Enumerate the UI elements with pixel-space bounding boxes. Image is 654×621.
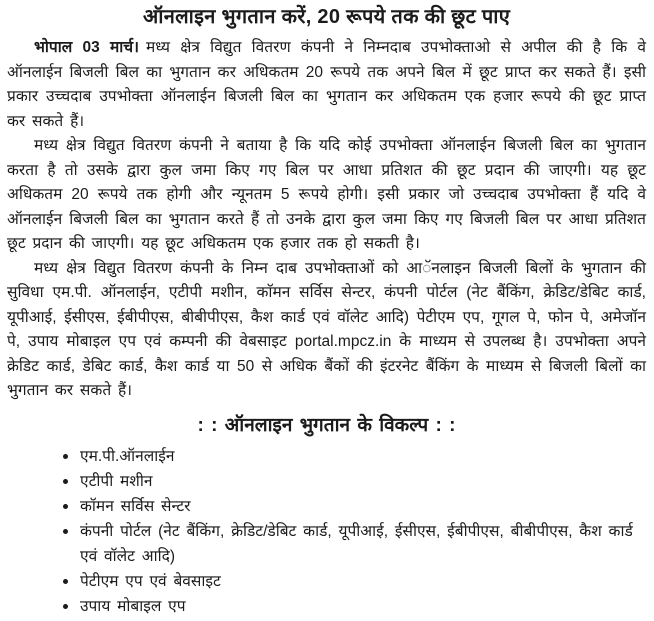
bullet-icon — [63, 579, 68, 584]
payment-options-list — [7, 444, 646, 619]
payment-option-label: कंपनी पोर्टल (नेट बैंकिंग, क्रेडिट/डेबिट कार्ड, यूपीआई, ईसीएस, ईबीपीएस, बीबीपीएस, कैश कार्ड एवं वॉलेट आदि) — [80, 522, 633, 565]
payment-option-item — [80, 444, 636, 469]
payment-option-label: पेटीएम एप एवं बेवसाइट — [80, 572, 221, 590]
payment-option-label: एम.पी.ऑनलाईन — [80, 447, 175, 465]
bullet-icon — [63, 529, 68, 534]
payment-option-item — [80, 594, 636, 619]
document-title: ऑनलाइन भुगतान करें, 20 रूपये तक की छूट पाए — [142, 6, 511, 28]
bullet-icon — [63, 604, 68, 609]
section-heading: : : ऑनलाइन भुगतान के विकल्प : : — [197, 414, 456, 436]
bullet-icon — [63, 479, 68, 484]
payment-option-item — [80, 519, 636, 569]
paragraph-discount-details: मध्य क्षेत्र विद्युत वितरण कंपनी ने बताया है कि यदि कोई उपभोक्ता ऑनलाईन बिजली बिल का भुगतान करता है तो उसके द्वारा कुल जमा किए गए बिल पर आधा प्रतिशत की छूट प्रदान की जाएगी। यह छूट अधिकतम 20 रूपये तक होगी और न्यूनतम 5 रूपये होगी। इसी प्रकार जो उच्चदाब उपभोक्ता हैं यदि वे ऑनलाईन बिजली बिल का भुगतान करते हैं तो उनके द्वारा कुल जमा किए गए बिजली बिल पर आधा प्रतिशत छूट प्रदान की जाएगी। यह छूट अधिकतम एक हजार तक हो सकती है। — [7, 137, 646, 252]
paragraph-intro-text: मध्य क्षेत्र विद्युत वितरण कंपनी ने निम्नदाब उपभोक्ताओ से अपील की है कि वे ऑनलाईन बिजली बिल का भुगतान कर अधिकतम 20 रूपये तक अपने बिल में छूट प्राप्त कर सकते हैं। इसी प्रकार उच्चदाब उपभोक्ता ऑनलाईन बिजली बिल का भुगतान कर अधिकतम एक हजार रूपये की छूट प्राप्त कर सकते हैं। — [7, 39, 647, 130]
paragraph-intro — [7, 36, 646, 134]
dateline: भोपाल 03 मार्च। — [34, 39, 139, 56]
bullet-icon — [63, 504, 68, 509]
paragraph-payment-channels: मध्य क्षेत्र विद्युत वितरण कंपनी के निम्न दाब उपभोक्ताओं को आॅनलाइन बिजली बिलों के भुगतान की सुविधा एम.पी. ऑनलाईन, एटीपी मशीन, काॅमन सर्विस सेन्टर, कंपनी पोर्टल (नेट बैंकिंग, क्रेडिट/डेबिट कार्ड, यूपीआई, ईसीएस, ईबीपीएस, बीबीपीएस, कैश कार्ड एवं वॉलेट आदि) पेटीएम एप, गूगल पे, फोन पे, अमेजॉन पे, उपाय मोबाइल एप एवं कम्पनी की वेबसाइट portal.mpcz.in के माध्यम से उपलब्ध है। उपभोक्ता अपने क्रेडिट कार्ड, डेबिट कार्ड, कैश कार्ड या 50 से अधिक बैंकों की इंटरनेट बैंकिंग के माध्यम से बिजली बिलों का भुगतान कर सकते हैं। — [7, 259, 646, 399]
payment-option-label: कॉमन सर्विस सेन्टर — [80, 497, 191, 515]
payment-option-label: उपाय मोबाइल एप — [80, 597, 186, 615]
payment-option-item — [80, 569, 636, 594]
payment-option-item — [80, 469, 636, 494]
payment-option-label: एटीपी मशीन — [80, 472, 153, 490]
payment-option-item — [80, 494, 636, 519]
bullet-icon — [63, 454, 68, 459]
